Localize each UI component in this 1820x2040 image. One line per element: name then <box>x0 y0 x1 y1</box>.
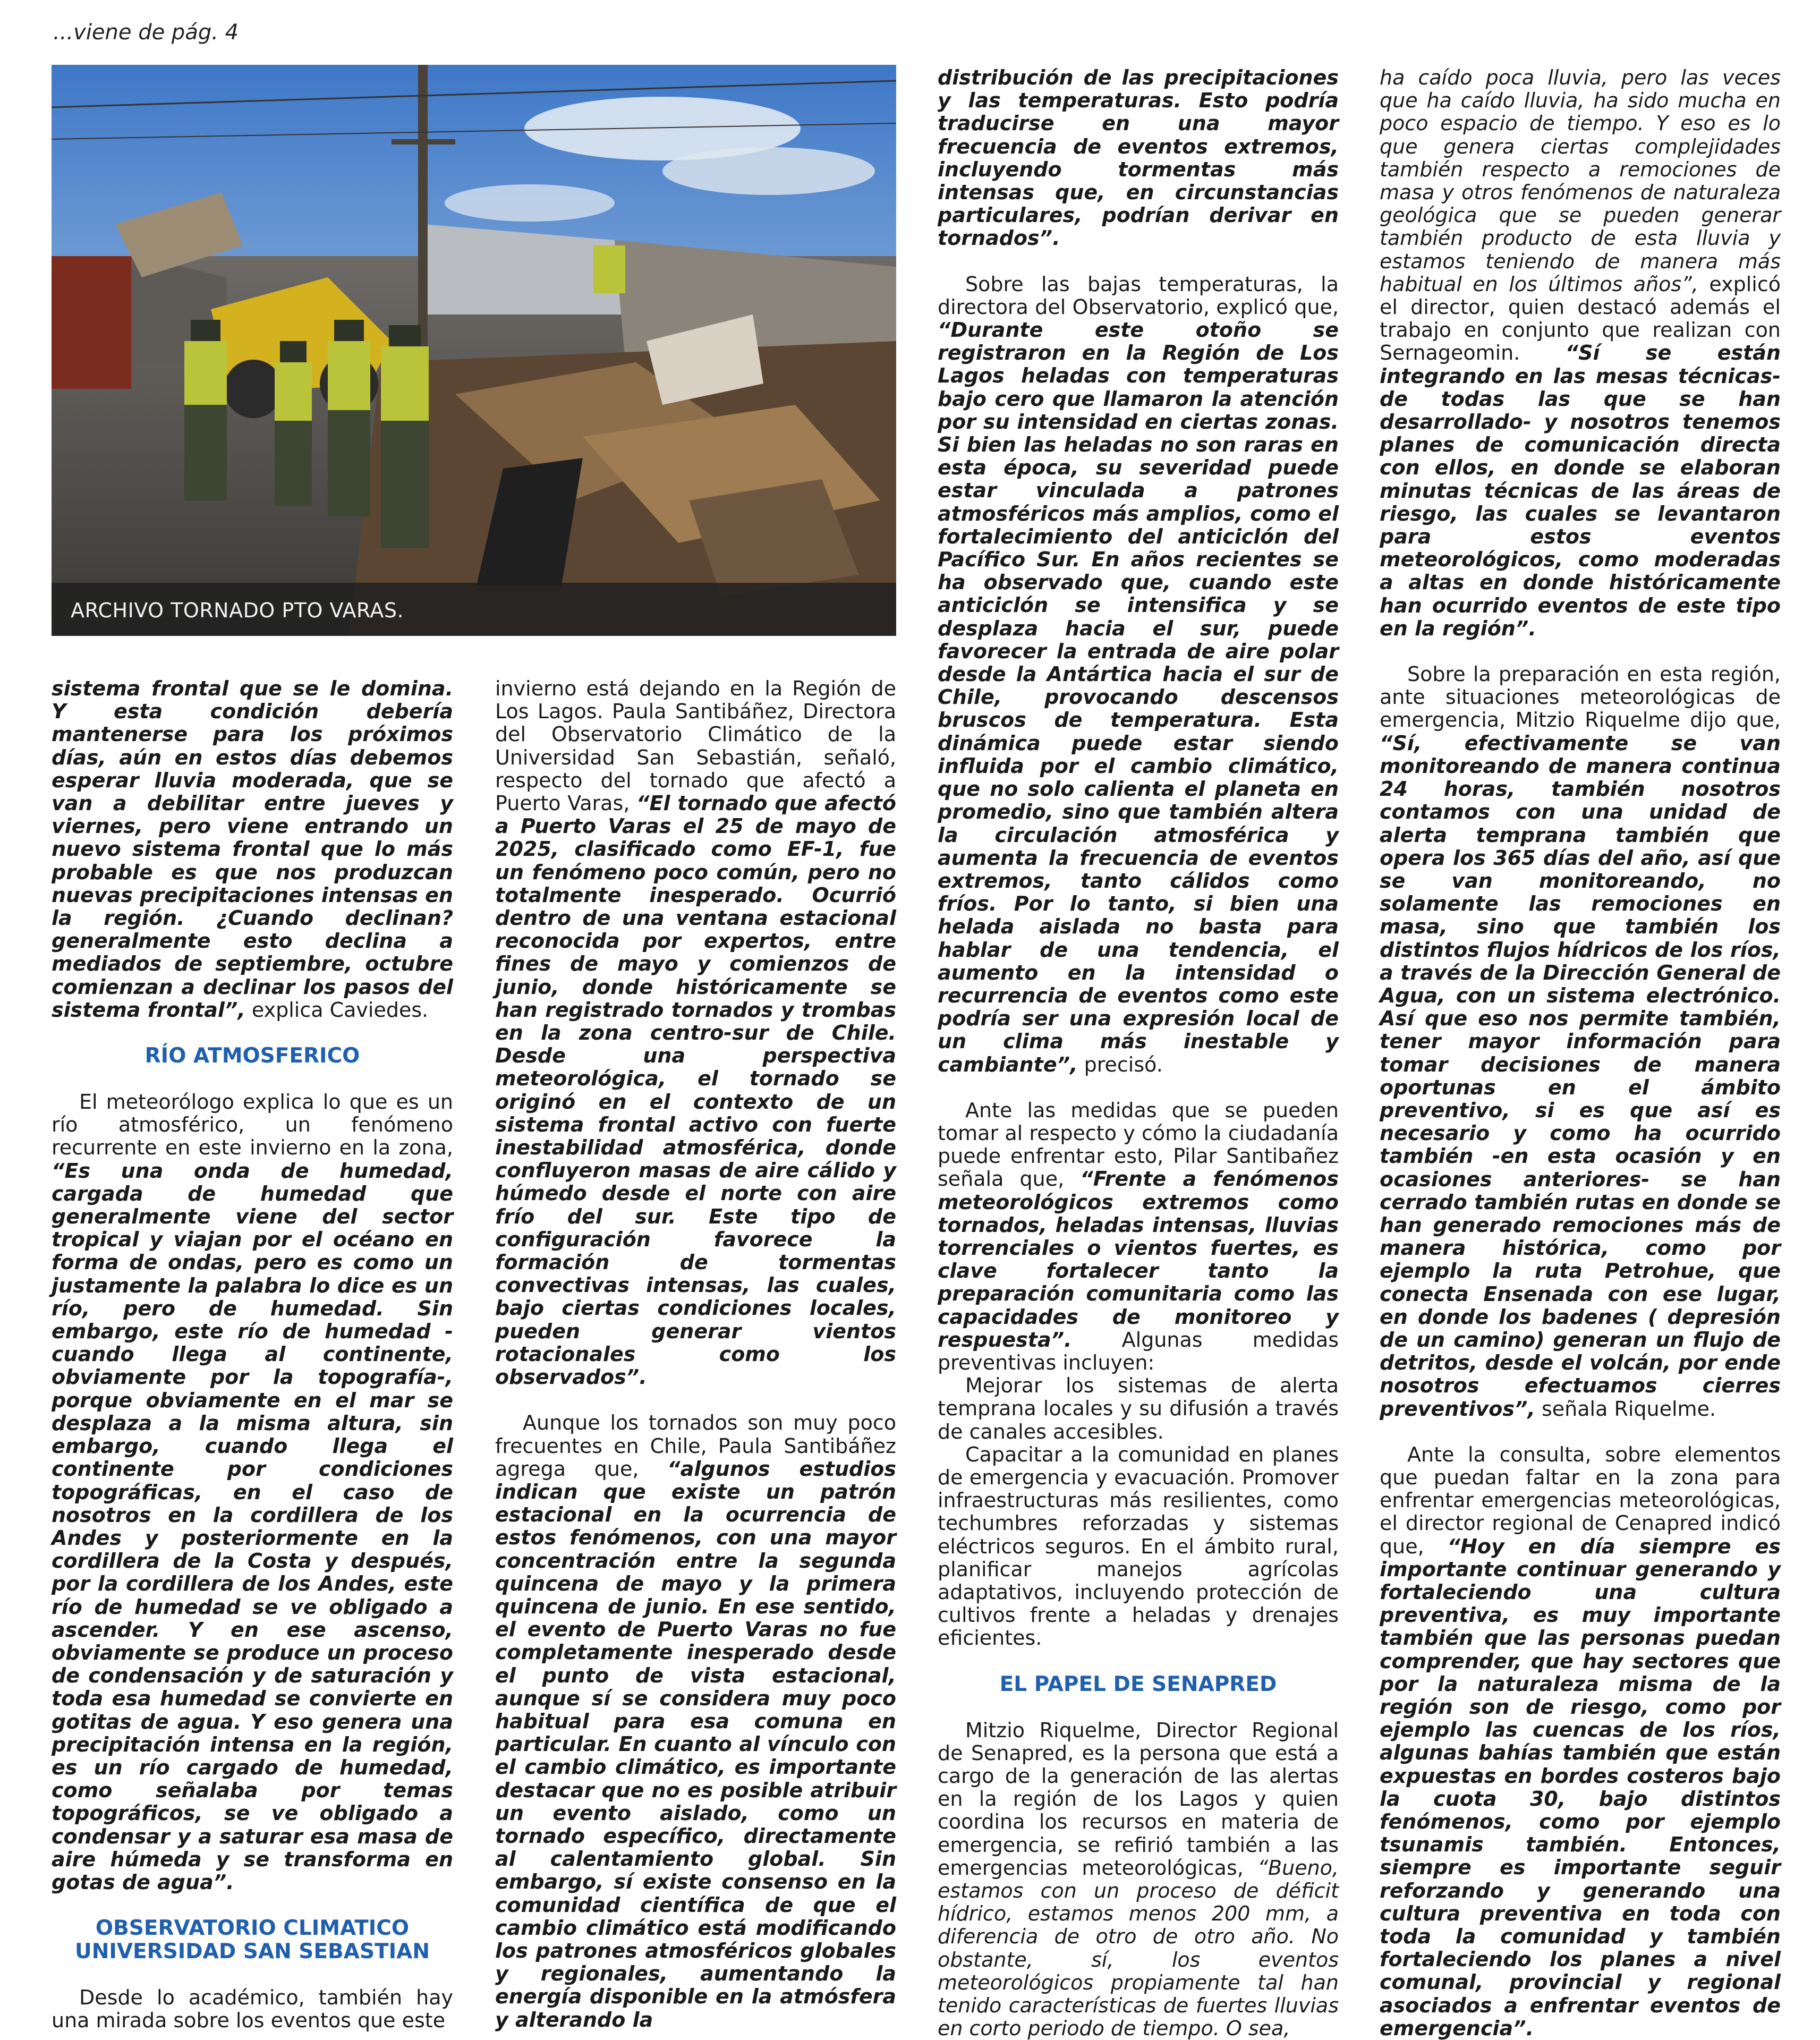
tornado-damage-photo-icon <box>52 65 896 636</box>
paragraph <box>1380 66 1781 640</box>
column-3 <box>938 66 1339 2040</box>
attribution-text: señala Riquelme. <box>1535 1397 1716 1421</box>
quote-text: “Sí se están integrando en las mesas técnicas- de todas las que se han desarrollado- y nosotros tenemos planes de comunicación directa con ellos, en donde se elaboran minutas técnicas de las áreas de riesgo, las cuales se levantaron para estos eventos meteorológicos, como moderadas a altas en donde históricamente han ocurrido eventos de este tipo en la región”. <box>1380 341 1781 640</box>
paragraph: distribución de las precipitaciones y las temperaturas. Esto podría traducirse en una mayor frecuencia de eventos extremos, incluyendo tormentas más intensas que, en circunstancias particulares, podrían derivar en tornados”. <box>938 66 1339 250</box>
body-text: Sobre la preparación en esta región, ante situaciones meteorológicas de emergencia, Mitzio Riquelme dijo que, <box>1380 662 1781 732</box>
photo-caption <box>52 583 896 636</box>
quote-text: “El tornado que afectó a Puerto Varas el 25 de mayo de 2025, clasificado como EF-1, fue un fenómeno poco común, pero no totalmente inesperado. Ocurrió dentro de una ventana estacional reconocida por expertos, entre fines de mayo y comienzos de junio, donde históricamente se han registrado tornados y trombas en la zona centro-sur de Chile. Desde una perspectiva meteorológica, el tornado se originó en el contexto de un sistema frontal activo con fuerte inestabilidad atmosférica, donde confluyeron masas de aire cálido y húmedo desde el norte con aire frío del sur. Este tipo de configuración favorece la formación de tormentas convectivas intensas, las cuales, bajo ciertas condiciones locales, pueden generar vientos rotacionales como los observados”. <box>495 792 896 1389</box>
quote-text: “Sí, efectivamente se van monitoreando de manera continua 24 horas, también nosotros contamos con una unidad de alerta temprana también que opera los 365 días del año, así que se van monitoreando, no solamente las remociones en masa, sino que también los distintos flujos hídricos de los ríos, a través de la Dirección General de Agua, con un sistema electrónico. Así que eso nos permite también, tener mayor información para tomar decisiones de manera oportunas en el ámbito preventivo, si es que así es necesario y como ha ocurrido también -en esta ocasión y en ocasiones anteriores- se han cerrado también rutas en donde se han generado remociones más de manera histórica, como por ejemplo la ruta Petrohue, que conecta Ensenada con ese lugar, en donde los badenes ( depresión de un camino) generan un flujo de detritos, desde el volcán, por ende nosotros efectuamos cierres preventivos”, <box>1380 731 1781 1421</box>
paragraph <box>1380 1443 1781 2040</box>
paragraph <box>1380 663 1781 1421</box>
body-text: Ante las medidas que se pueden tomar al respecto y cómo la ciudadanía puede enfrentar esto, Pilar Santibañez señala que, <box>938 1098 1339 1191</box>
paragraph: Mejorar los sistemas de alerta temprana locales y su difusión a través de canales accesibles. <box>938 1374 1339 1443</box>
paragraph <box>938 1719 1339 2040</box>
body-text: Aunque los tornados son muy poco frecuentes en Chile, Paula Santibáñez agrega que, <box>495 1411 896 1481</box>
paragraph: Desde lo académico, también hay una mirada sobre los eventos que este <box>52 1986 453 2033</box>
quote-text: “Hoy en día siempre es importante continuar generando y fortaleciendo una cultura preventiva, es muy importante también que las personas puedan comprender, que hay sectores que por la naturaleza misma de la región son de riesgo, como por ejemplo las cuencas de los ríos, algunas bahías también que están expuestas en bordes costeros bajo la cuota 30, bajo distintos fenómenos, como por ejemplo tsunamis también. Entonces, siempre es importante seguir reforzando y generando una cultura preventiva en toda con toda la comunidad y también fortaleciendo los planes a nivel comunal, provincial y regional asociados a enfrentar eventos de emergencia”. <box>1380 1534 1781 2040</box>
body-text: Ante la consulta, sobre elementos que puedan faltar en la zona para enfrentar emergencias meteorológicas, el director regional de Cenapred indicó que, <box>1380 1442 1781 1558</box>
photo-caption-text: ARCHIVO TORNADO PTO VARAS. <box>71 599 404 622</box>
quote-text: “Durante este otoño se registraron en la Región de Los Lagos heladas con temperaturas bajo cero que llamaron la atención por su intensidad en ciertas zonas. Si bien las heladas no son raras en esta época, su severidad puede estar vinculada a patrones atmosféricos más amplios, como el fortalecimiento del anticiclón del Pacífico Sur. En años recientes se ha observado que, cuando este anticiclón se intensifica y se desplaza hacia el sur, puede favorecer la entrada de aire polar desde la Antártica hacia el sur de Chile, provocando descensos bruscos de temperatura. Esta dinámica puede estar siendo influida por el cambio climático, que no solo calienta el planeta en promedio, sino que también altera la circulación atmosférica y aumenta la frecuencia de eventos extremos, tanto cálidos como fríos. Por lo tanto, si bien una helada aislada no basta para hablar de una tendencia, el aumento en la intensidad o recurrencia de eventos como este podría ser una expresión local de un clima más inestable y cambiante”, <box>938 318 1339 1076</box>
section-heading-senapred: EL PAPEL DE SENAPRED <box>999 1672 1277 1696</box>
page-reference: ...viene de pág. 4 <box>53 20 239 45</box>
column-1 <box>52 677 453 2033</box>
body-text: explicó el director, quien destacó además el trabajo en conjunto que realizan con Sernageomin. <box>1380 272 1781 365</box>
paragraph <box>938 273 1339 1076</box>
paragraph <box>52 677 453 1022</box>
paragraph <box>495 1412 896 2031</box>
section-heading-rio-atmosferico: RÍO ATMOSFERICO <box>144 1044 360 1068</box>
paragraph <box>938 1099 1339 1374</box>
quote-text: “Es una onda de humedad, cargada de humedad que generalmente viene del sector tropical y viajan por el océano en forma de ondas, pero es como un justamente la palabra lo dice es un río, pero de humedad. Sin embargo, este río de humedad -cuando llega al continente, obviamente por la topografía-, porque obviamente en el mar se desplaza a la misma altura, sin embargo, cuando llega el continente por condiciones topográficas, en el caso de nosotros en la cordillera de los Andes y posteriormente en la cordillera de la Costa y después, por la cordillera de los Andes, este río de humedad se ve obligado a ascender. Y en ese ascenso, obviamente se produce un proceso de condensación y de saturación y toda esa humedad se convierte en gotitas de agua. Y eso genera una precipitación intensa en la región, es un río cargado de humedad, como señalaba por temas topográficos, se ve obligado a condensar y a saturar esa masa de aire húmeda y se transforma en gotas de agua”. <box>52 1159 453 1894</box>
column-2 <box>495 677 896 2032</box>
quote-text: “algunos estudios indican que existe un patrón estacional en la ocurrencia de estos fenómenos, con una mayor concentración entre la segunda quincena de mayo y la primera quincena de junio. En ese sentido, el evento de Puerto Varas no fue completamente inesperado desde el punto de vista estacional, aunque sí se considera muy poco habitual para esa comuna en particular. En cuanto al vínculo con el cambio climático, es importante destacar que no es posible atribuir un evento aislado, como un tornado específico, directamente al calentamiento global. Sin embargo, sí existe consenso en la comunidad científica de que el cambio climático está modificando los patrones atmosféricos globales y regionales, aumentando la energía disponible en la atmósfera y alterando la <box>495 1457 896 2032</box>
section-heading-observatorio: OBSERVATORIO CLIMATICO UNIVERSIDAD SAN SEBASTIAN <box>75 1916 430 1964</box>
quote-text: sistema frontal que se le domina. Y esta condición debería mantenerse para los próximos días, aún en estos días debemos esperar lluvia moderada, que se van a debilitar entre jueves y viernes, pero viene entrando un nuevo sistema frontal que lo más probable es que nos produzcan nuevas precipitaciones intensas en la región. ¿Cuando declinan? generalmente esto declina a mediados de septiembre, octubre comienzan a declinar los pasos del sistema frontal”, <box>52 677 453 1022</box>
article-photo <box>52 65 896 636</box>
quote-text: ha caído poca lluvia, pero las veces que ha caído lluvia, ha sido mucha en poco espacio de tiempo. Y eso es lo que genera ciertas complejidades también respecto a remociones de masa y otros fenómenos de naturaleza geológica que se pueden generar también producto de esta lluvia y estamos teniendo de manera más habitual en los últimos años”, <box>1380 66 1781 296</box>
body-text: Algunas medidas preventivas incluyen: <box>938 1328 1339 1374</box>
body-text: Sobre las bajas temperaturas, la directora del Observatorio, explicó que, <box>938 272 1339 319</box>
quote-text: “Frente a fenómenos meteorológicos extremos como tornados, heladas intensas, lluvias torrenciales o vientos fuertes, es clave fortalecer tanto la preparación comunitaria como las capacidades de monitoreo y respuesta”. <box>938 1167 1339 1352</box>
paragraph: Capacitar a la comunidad en planes de emergencia y evacuación. Promover infraestructuras más resilientes, como techumbres reforzadas y sistemas eléctricos seguros. En el ámbito rural, planificar manejos agrícolas adaptativos, incluyendo protección de cultivos frente a heladas y drenajes eficientes. <box>938 1442 1339 1650</box>
column-4 <box>1380 66 1781 2040</box>
body-text: invierno está dejando en la Región de Los Lagos. Paula Santibáñez, Directora del Observatorio Climático de la Universidad San Sebastián, señaló, respecto del tornado que afectó a Puerto Varas, <box>495 677 896 815</box>
body-text: El meteorólogo explica lo que es un río atmosférico, un fenómeno recurrente en este invierno en la zona, <box>52 1090 453 1160</box>
paragraph <box>495 677 896 1389</box>
quote-text: “Bueno, estamos con un proceso de déficit hídrico, estamos menos 200 mm, a diferencia de otro de otro año. No obstante, sí, los eventos meteorológicos propiamente tal han tenido características de fuertes lluvias en corto periodo de tiempo. O sea, <box>938 1856 1339 2040</box>
paragraph <box>52 1091 453 1894</box>
body-text: Mitzio Riquelme, Director Regional de Senapred, es la persona que está a cargo de la generación de las alertas en la región de los Lagos y quien coordina los recursos en materia de emergencia, se refirió también a las emergencias meteorológicas, <box>938 1718 1339 1880</box>
attribution-text: precisó. <box>1077 1052 1163 1076</box>
attribution-text: explica Caviedes. <box>245 998 429 1022</box>
